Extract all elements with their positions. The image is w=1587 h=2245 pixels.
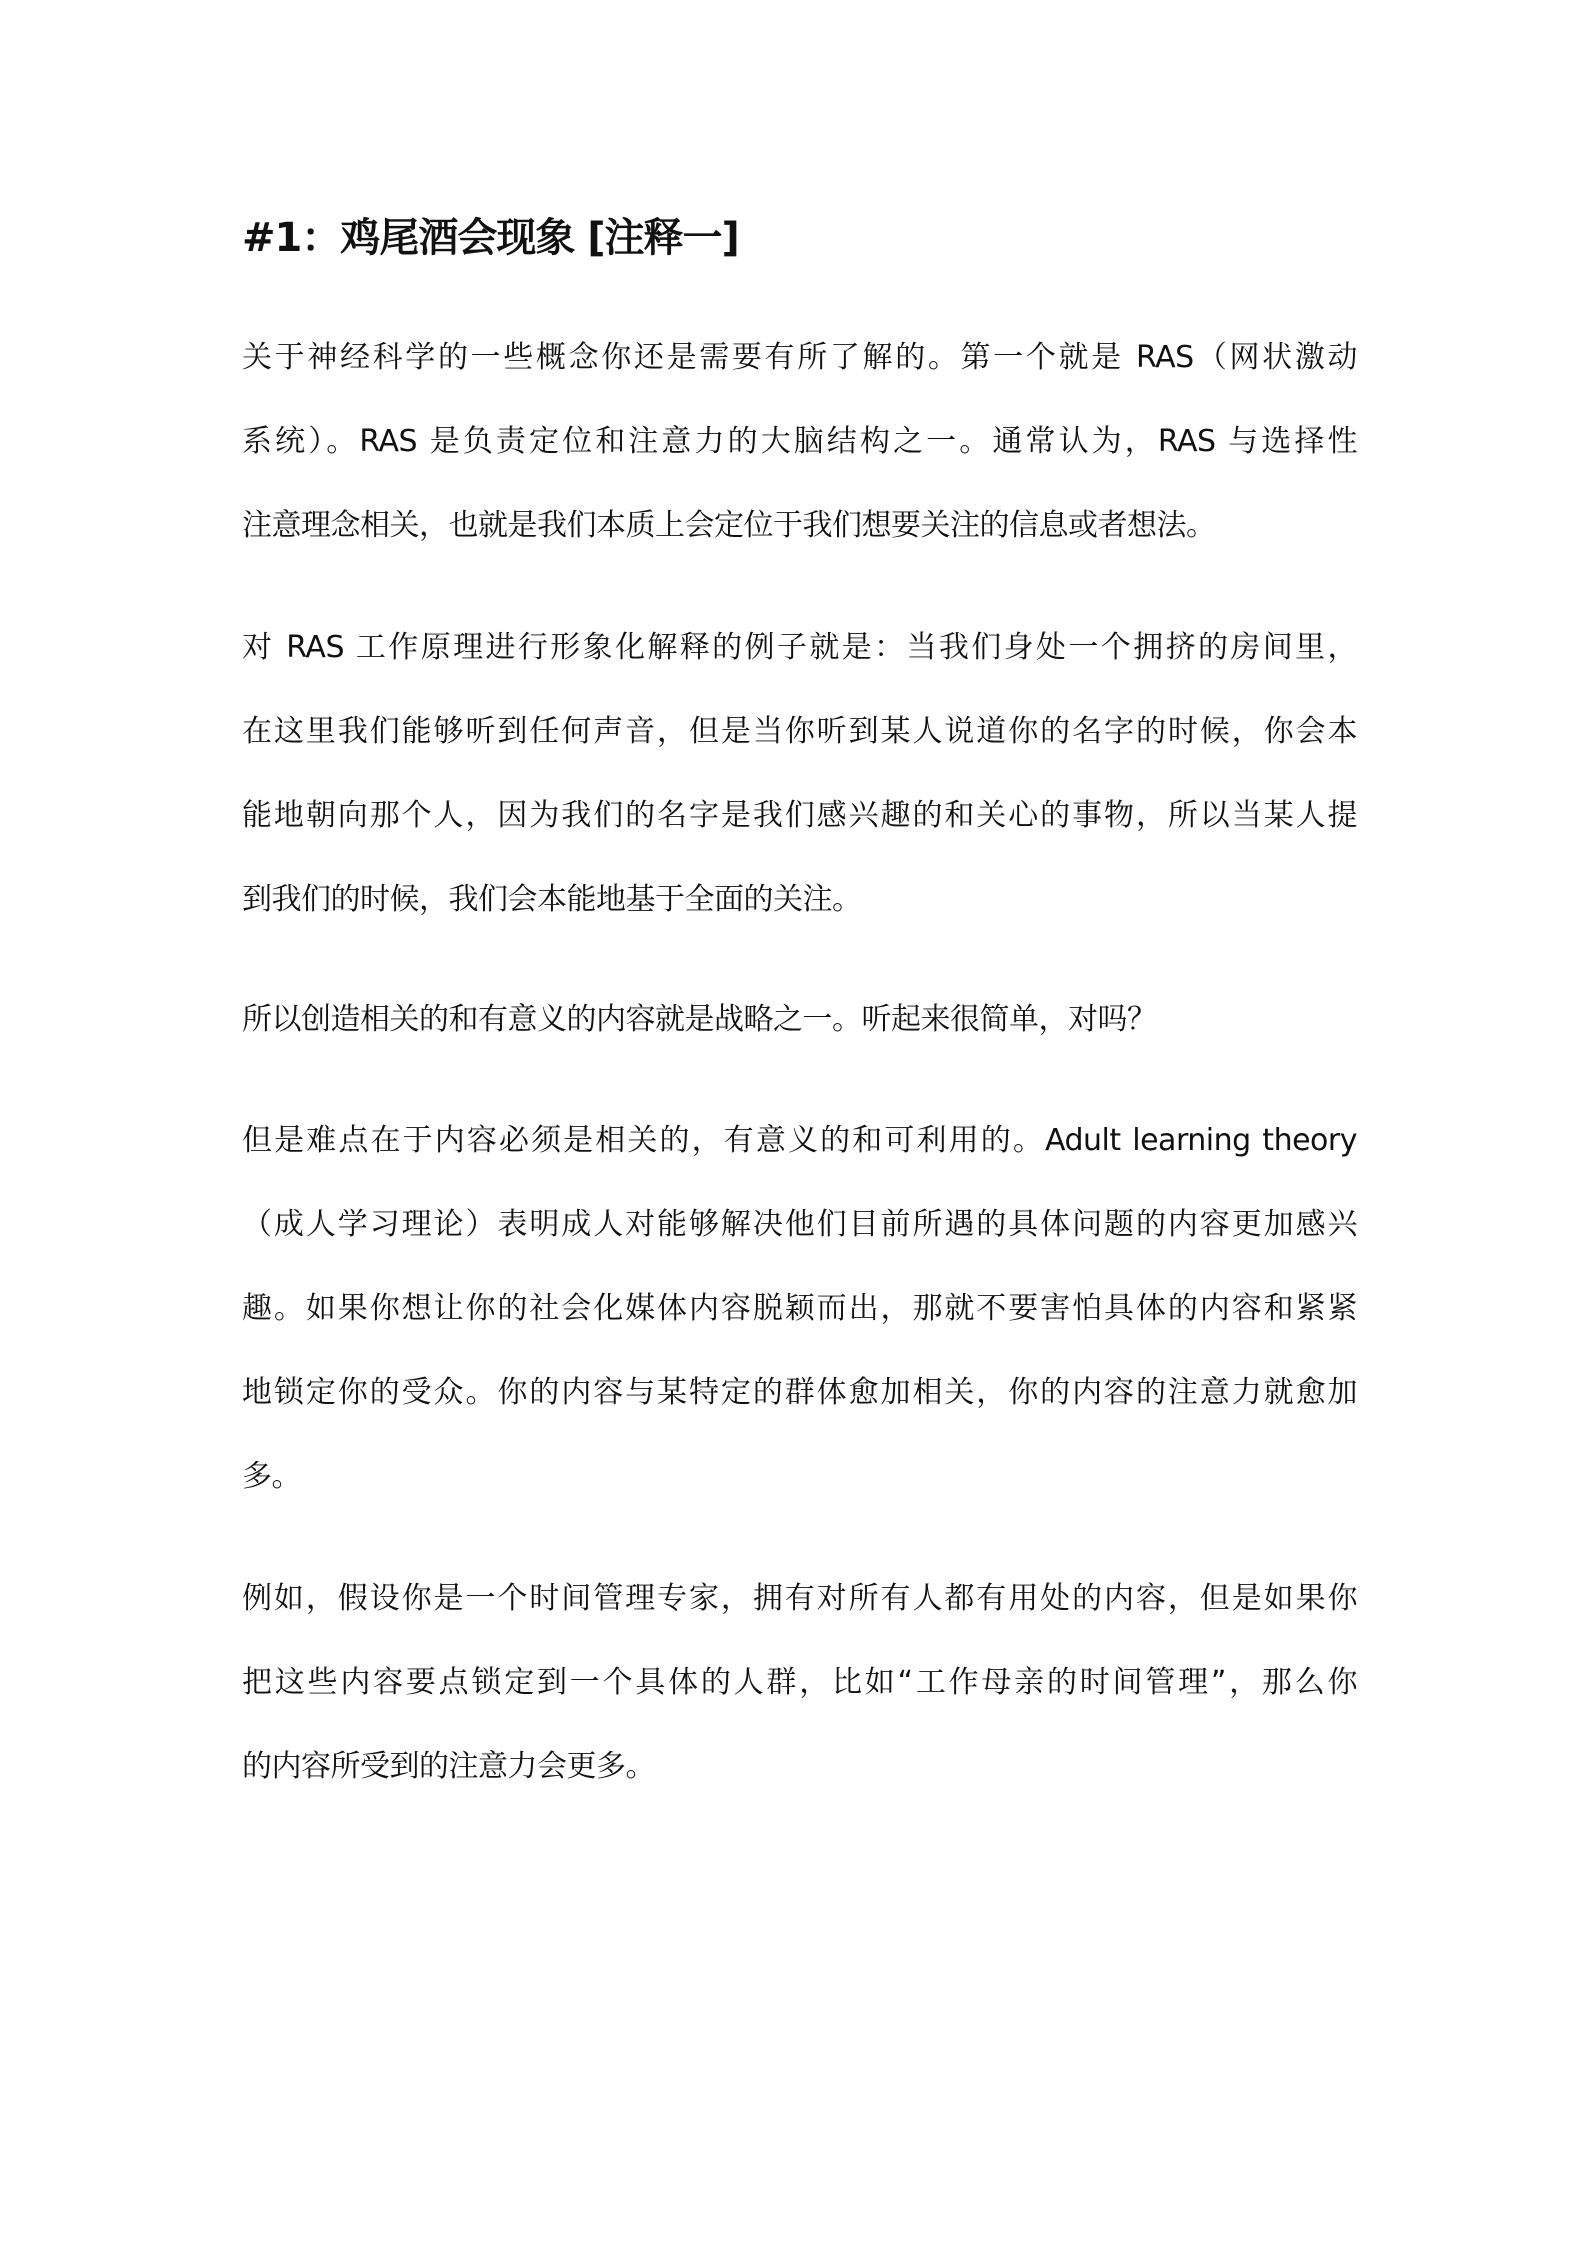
text-line: 能地朝向那个人，因为我们的名字是我们感兴趣的和关心的事物，所以当某人提 [242,798,1357,833]
text-line: 在这里我们能够听到任何声音，但是当你听到某人说道你的名字的时候，你会本 [242,714,1357,749]
paragraph-ras-intro [242,316,1357,568]
text-line: 地锁定你的受众。你的内容与某特定的群体愈加相关，你的内容的注意力就愈加 [242,1375,1357,1410]
text-line: 多。 [242,1459,301,1494]
paragraph-example [242,1557,1357,1809]
section-heading: #1：鸡尾酒会现象 [注释一] [242,215,739,261]
text-line: 但是难点在于内容必须是相关的，有意义的和可利用的。Adult learning theory [242,1123,1357,1158]
paragraph-ras-example [242,606,1357,942]
paragraph-adult-learning [242,1099,1357,1519]
text-line: 的内容所受到的注意力会更多。 [242,1749,655,1784]
paragraph-strategy [242,978,1357,1062]
text-line: （成人学习理论）表明成人对能够解决他们目前所遇的具体问题的内容更加感兴 [242,1207,1357,1242]
text-line: 所以创造相关的和有意义的内容就是战略之一。听起来很简单，对吗？ [242,1002,1157,1037]
text-line: 注意理念相关，也就是我们本质上会定位于我们想要关注的信息或者想法。 [242,508,1216,543]
text-line: 把这些内容要点锁定到一个具体的人群，比如“工作母亲的时间管理”，那么你 [242,1665,1357,1700]
text-line: 系统）。RAS 是负责定位和注意力的大脑结构之一。通常认为，RAS 与选择性 [242,424,1357,459]
text-line: 例如，假设你是一个时间管理专家，拥有对所有人都有用处的内容，但是如果你 [242,1581,1357,1616]
text-line: 到我们的时候，我们会本能地基于全面的关注。 [242,882,862,917]
text-line: 趣。如果你想让你的社会化媒体内容脱颖而出，那就不要害怕具体的内容和紧紧 [242,1291,1357,1326]
text-line: 关于神经科学的一些概念你还是需要有所了解的。第一个就是 RAS（网状激动 [242,340,1357,375]
text-line: 对 RAS 工作原理进行形象化解释的例子就是：当我们身处一个拥挤的房间里， [242,630,1357,665]
